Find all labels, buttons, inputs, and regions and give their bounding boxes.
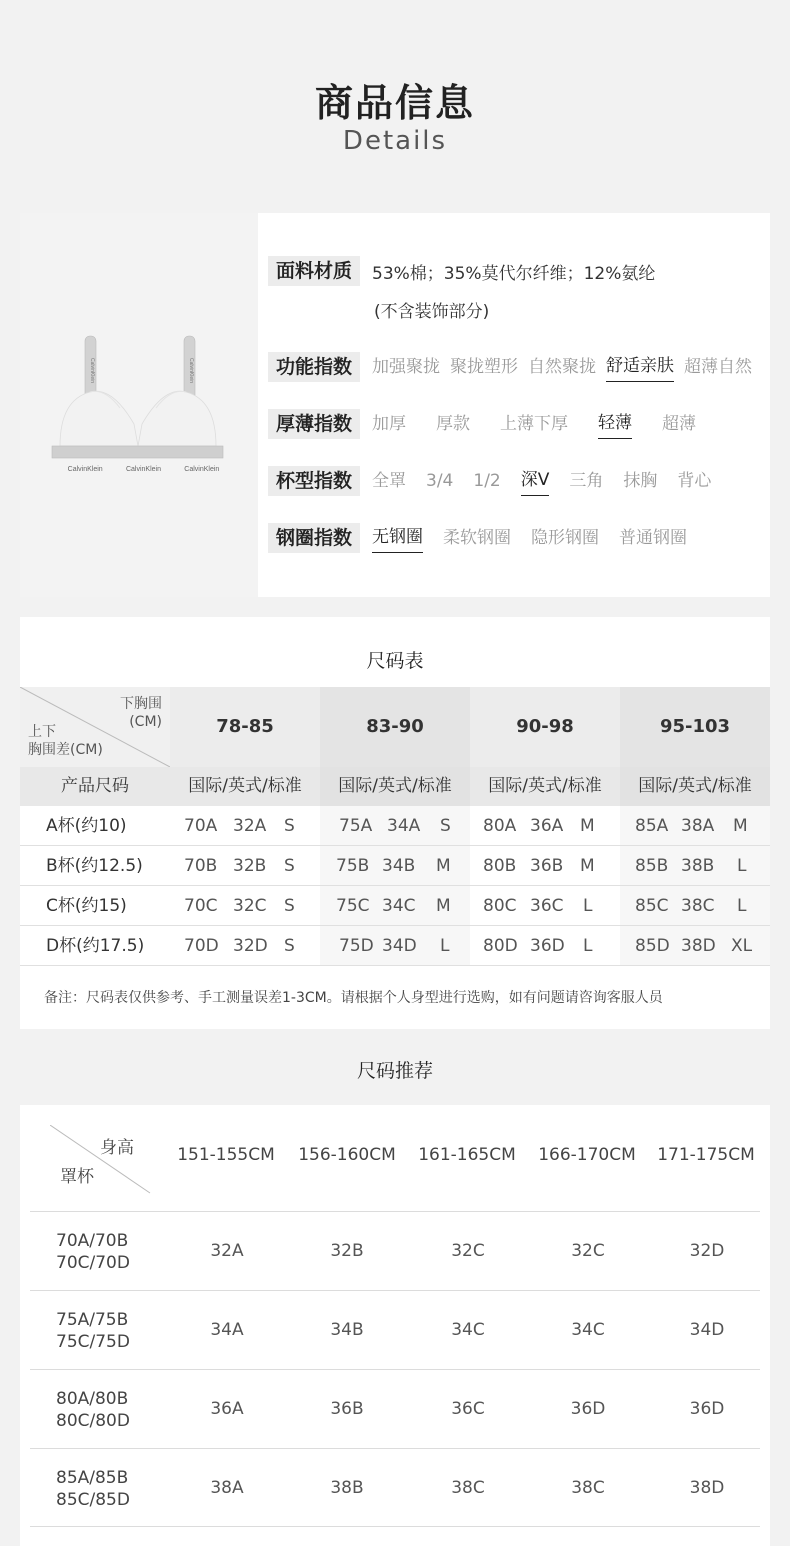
size-cell: M (436, 856, 451, 876)
recommend-value: 34C (571, 1320, 605, 1340)
size-table-corner (20, 687, 170, 767)
standard-sub-header: 国际/英式/标准 (320, 767, 470, 806)
thickness-option: 厚款 (436, 414, 471, 434)
cup-shape-option: 1/2 (473, 471, 501, 491)
size-cell: 34C (382, 896, 416, 916)
corner-cup-label: 罩杯 (60, 1167, 94, 1187)
corner-top-unit: (CM) (129, 714, 162, 730)
size-cell: 36C (530, 896, 564, 916)
svg-text:CalvinKlein: CalvinKlein (89, 358, 95, 384)
size-cell: 80B (483, 856, 517, 876)
height-header: 166-170CM (538, 1145, 636, 1165)
recommend-value: 36A (210, 1399, 244, 1419)
thickness-option-selected: 轻薄 (598, 409, 632, 439)
size-cell: S (284, 896, 295, 916)
svg-text:CalvinKlein: CalvinKlein (188, 358, 194, 384)
recommend-value: 38D (689, 1478, 725, 1498)
cup-shape-row (268, 464, 711, 498)
size-cell: 34D (382, 936, 417, 956)
recommend-value: 36C (451, 1399, 485, 1419)
corner-top-label: 下胸围 (120, 696, 162, 712)
size-cell: 36B (530, 856, 564, 876)
cup-label: A杯(约10) (46, 816, 127, 836)
size-cell: 36A (530, 816, 564, 836)
size-cell: 70C (184, 896, 218, 916)
size-cell: S (440, 816, 451, 836)
size-cell: 32C (233, 896, 267, 916)
function-label: 功能指数 (268, 352, 360, 382)
table-row (20, 926, 770, 966)
size-table-title: 尺码表 (366, 650, 424, 672)
recommend-row (30, 1369, 760, 1448)
height-header: 151-155CM (177, 1145, 275, 1165)
size-cell: 75A (339, 816, 373, 836)
size-col-header: 95-103 (620, 687, 770, 767)
product-info-card (20, 213, 770, 597)
size-table-card (20, 617, 770, 1029)
corner-bottom-unit: 胸围差(CM) (28, 742, 103, 758)
function-row (268, 350, 752, 384)
page-title: 商品信息 (314, 81, 475, 125)
material-value: 53%棉；35%莫代尔纤维；12%氨纶 (372, 263, 656, 284)
size-col-header: 83-90 (320, 687, 470, 767)
size-cell: L (583, 936, 593, 956)
cup-label: C杯(约15) (46, 896, 127, 916)
recommend-value: 34D (689, 1320, 725, 1340)
underwire-option: 普通钢圈 (619, 528, 688, 548)
page-subtitle: Details (342, 126, 448, 156)
thickness-row (268, 407, 696, 441)
cup-line: 75C/75D (56, 1332, 130, 1352)
table-row (20, 846, 770, 886)
size-recommend-card (20, 1105, 770, 1546)
size-col-header: 90-98 (470, 687, 620, 767)
band-logo-text: CalvinKlein (184, 466, 220, 473)
cup-shape-option: 3/4 (426, 471, 454, 491)
cup-line: 70A/70B (56, 1231, 129, 1251)
cup-shape-option: 三角 (569, 471, 604, 491)
size-cell: 38A (681, 816, 715, 836)
size-cell: 32D (233, 936, 268, 956)
function-option: 超薄自然 (684, 357, 753, 377)
size-col-header: 78-85 (170, 687, 320, 767)
size-cell: 38C (681, 896, 715, 916)
size-cell: XL (731, 936, 753, 956)
underwire-option-selected: 无钢圈 (372, 523, 423, 553)
product-attributes (268, 213, 768, 597)
cup-shape-option: 抹胸 (623, 471, 658, 491)
size-cell: M (580, 856, 595, 876)
underwire-label: 钢圈指数 (268, 523, 360, 553)
table-row (20, 886, 770, 926)
function-option: 聚拢塑形 (450, 357, 519, 377)
cup-line: 85A/85B (56, 1468, 129, 1488)
recommend-value: 32A (210, 1241, 244, 1261)
function-option-selected: 舒适亲肤 (606, 352, 674, 382)
size-table-note: 备注：尺码表仅供参考、手工测量误差1-3CM。请根据个人身型进行选购，如有问题请咨询客服人员 (44, 990, 663, 1006)
size-cell: 70A (184, 816, 218, 836)
size-cell: L (737, 896, 747, 916)
recommend-cup (56, 1230, 130, 1274)
size-cell: 85C (635, 896, 669, 916)
recommend-value: 32B (330, 1241, 364, 1261)
standard-sub-header: 国际/英式/标准 (170, 767, 320, 806)
size-cell: 80C (483, 896, 517, 916)
band-logo-text: CalvinKlein (125, 466, 161, 473)
function-option: 加强聚拢 (372, 357, 441, 377)
cup-line: 80C/80D (56, 1411, 130, 1431)
table-row (20, 806, 770, 846)
size-cell: 85B (635, 856, 669, 876)
recommend-row (30, 1211, 760, 1290)
recommend-cup (56, 1309, 130, 1353)
size-cell: 36D (530, 936, 565, 956)
recommend-value: 34B (330, 1320, 364, 1340)
cup-shape-option-selected: 深V (521, 466, 550, 496)
size-cell: 34A (387, 816, 421, 836)
recommend-value: 32C (571, 1241, 605, 1261)
size-cell: 70B (184, 856, 218, 876)
underwire-row (268, 521, 687, 555)
product-size-label: 产品尺码 (20, 767, 170, 806)
recommend-value: 38C (571, 1478, 605, 1498)
thickness-label: 厚薄指数 (268, 409, 360, 439)
size-cell: 32B (233, 856, 267, 876)
recommend-value: 38B (330, 1478, 364, 1498)
cup-line: 80A/80B (56, 1389, 129, 1409)
size-cell: 85A (635, 816, 669, 836)
material-label: 面料材质 (268, 256, 360, 286)
size-cell: 80D (483, 936, 518, 956)
size-cell: L (440, 936, 450, 956)
recommend-title: 尺码推荐 (356, 1060, 433, 1082)
size-cell: 75B (336, 856, 370, 876)
size-cell: 34B (382, 856, 416, 876)
recommend-value: 36D (689, 1399, 725, 1419)
size-cell: 38D (681, 936, 716, 956)
recommend-value: 34A (210, 1320, 244, 1340)
size-cell: 75C (336, 896, 370, 916)
bra-illustration (50, 328, 225, 478)
size-cell: M (580, 816, 595, 836)
cup-shape-option: 背心 (677, 471, 712, 491)
size-cell: 75D (339, 936, 374, 956)
product-image (20, 213, 258, 597)
size-cell: L (583, 896, 593, 916)
recommend-cup (56, 1388, 130, 1432)
thickness-option: 超薄 (662, 414, 697, 434)
recommend-value: 34C (451, 1320, 485, 1340)
recommend-value: 36B (330, 1399, 364, 1419)
underwire-option: 隐形钢圈 (531, 528, 600, 548)
size-cell: S (284, 856, 295, 876)
size-cell: L (737, 856, 747, 876)
recommend-row (30, 1448, 760, 1527)
recommend-cup (56, 1467, 130, 1511)
cup-line: 75A/75B (56, 1310, 129, 1330)
size-cell: 80A (483, 816, 517, 836)
size-cell: 38B (681, 856, 715, 876)
size-cell: 32A (233, 816, 267, 836)
size-cell: 70D (184, 936, 219, 956)
size-cell: S (284, 936, 295, 956)
material-note: (不含装饰部分) (374, 302, 490, 322)
cup-line: 70C/70D (56, 1253, 130, 1273)
size-cell: S (284, 816, 295, 836)
recommend-value: 38C (451, 1478, 485, 1498)
thickness-option: 上薄下厚 (500, 414, 569, 434)
cup-shape-option: 全罩 (372, 471, 407, 491)
height-header: 156-160CM (298, 1145, 396, 1165)
recommend-value: 32D (689, 1241, 725, 1261)
function-option: 自然聚拢 (528, 357, 597, 377)
size-cell: M (436, 896, 451, 916)
cup-line: 85C/85D (56, 1490, 130, 1510)
height-header: 161-165CM (418, 1145, 516, 1165)
cup-label: D杯(约17.5) (46, 936, 145, 956)
recommend-value: 32C (451, 1241, 485, 1261)
height-header: 171-175CM (657, 1145, 755, 1165)
cup-shape-label: 杯型指数 (268, 466, 360, 496)
size-cell: 85D (635, 936, 670, 956)
recommend-row (30, 1290, 760, 1369)
standard-sub-header: 国际/英式/标准 (620, 767, 770, 806)
size-cell: M (733, 816, 748, 836)
cup-label: B杯(约12.5) (46, 856, 143, 876)
corner-bottom-label: 上下 (28, 724, 56, 740)
standard-sub-header: 国际/英式/标准 (470, 767, 620, 806)
material-row (268, 254, 655, 288)
thickness-option: 加厚 (372, 414, 407, 434)
recommend-value: 38A (210, 1478, 244, 1498)
underwire-option: 柔软钢圈 (443, 528, 512, 548)
band-logo-text: CalvinKlein (67, 466, 103, 473)
recommend-value: 36D (570, 1399, 606, 1419)
corner-height-label: 身高 (100, 1138, 134, 1158)
